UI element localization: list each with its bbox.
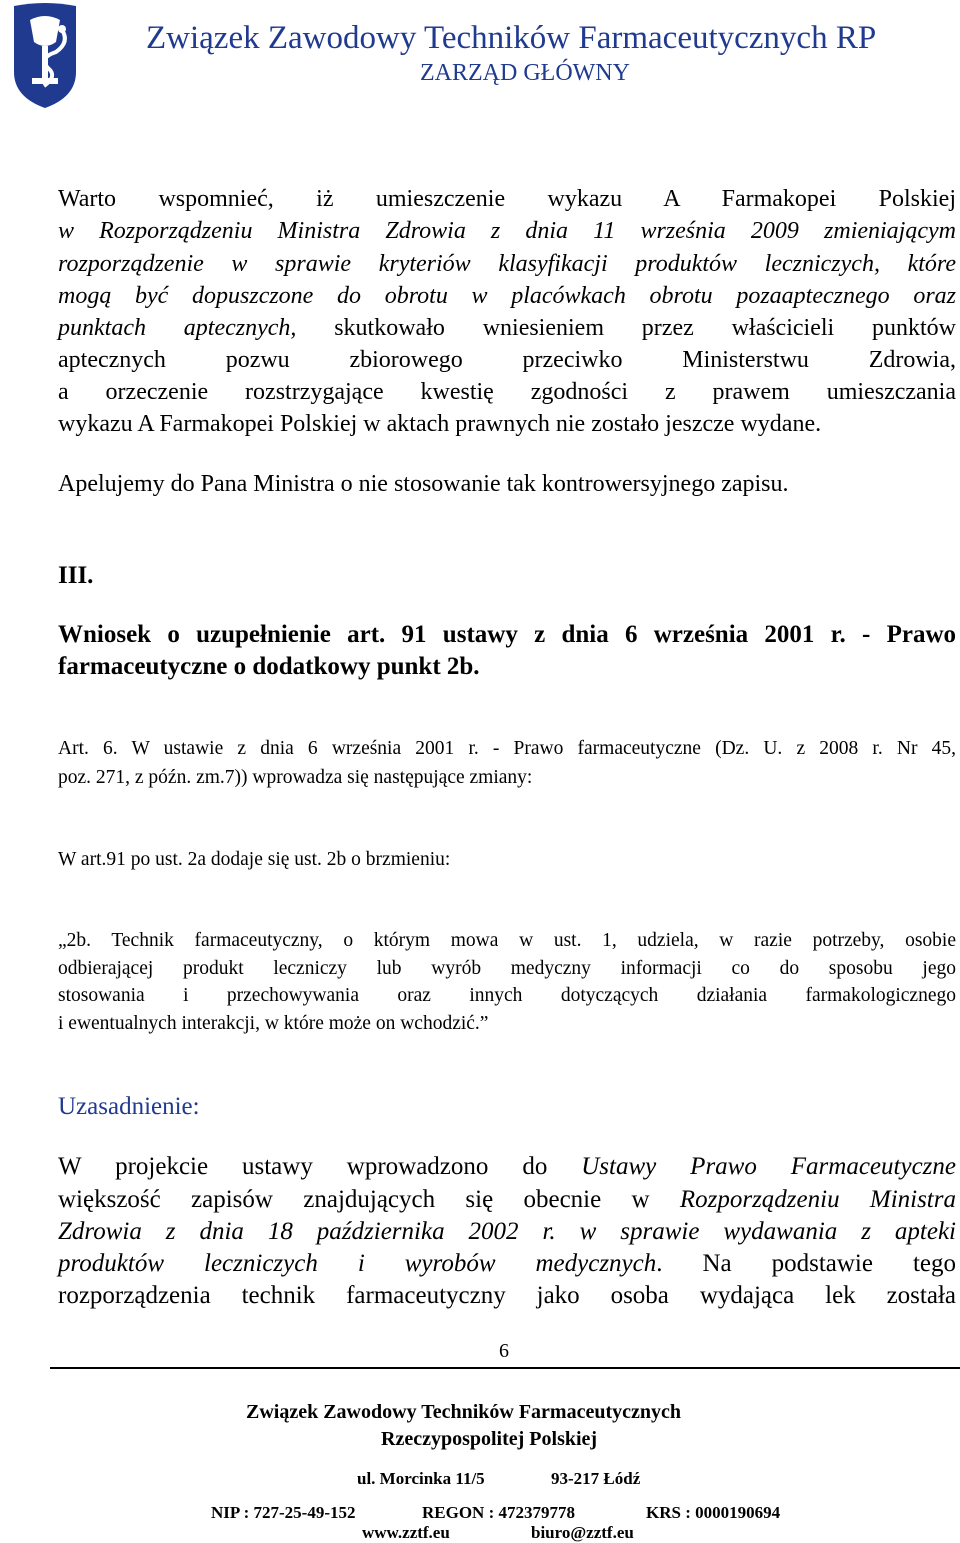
justification-line: Zdrowia z dnia 18 października 2002 r. w sprawie wydawania z apteki — [58, 1218, 956, 1245]
justification-line: większość zapisów znajdujących się obecnie w Rozporządzeniu Ministra — [58, 1186, 956, 1213]
footer-krs: KRS : 0000190694 — [646, 1503, 781, 1522]
text-line: rozporządzenie w sprawie kryteriów klasyfikacji produktów leczniczych, które — [58, 251, 956, 277]
article-line: Art. 6. W ustawie z dnia 6 września 2001 r. - Prawo farmaceutyczne (Dz. U. z 2008 r. Nr 45, — [58, 738, 956, 759]
section-heading-line: farmaceutyczne o dodatkowy punkt 2b. — [58, 653, 480, 680]
quote-line: odbierającej produkt leczniczy lub wyrób medyczny informacji co do sposobu jego — [58, 958, 956, 979]
footer-website-link[interactable]: www.zztf.eu — [362, 1523, 450, 1542]
section-heading-line: Wniosek o uzupełnienie art. 91 ustawy z dnia 6 września 2001 r. - Prawo — [58, 621, 956, 648]
footer-nip: NIP : 727-25-49-152 — [211, 1503, 356, 1522]
text-line: punktach aptecznych, skutkowało wniesieniem przez właścicieli punktów — [58, 315, 956, 341]
section-number: III. — [58, 562, 94, 589]
paragraph-appeal: Apelujemy do Pana Ministra o nie stosowanie tak kontrowersyjnego zapisu. — [58, 471, 789, 497]
footer-org-name: Związek Zawodowy Techników Farmaceutycznych — [246, 1401, 681, 1423]
quote-line: stosowania i przechowywania oraz innych dotyczących działania farmakologicznego — [58, 985, 956, 1006]
text-line: a orzeczenie rozstrzygające kwestię zgodności z prawem umieszczania — [58, 379, 956, 405]
page-number: 6 — [499, 1340, 509, 1362]
article-line: W art.91 po ust. 2a dodaje się ust. 2b o brzmieniu: — [58, 849, 451, 870]
justification-line: produktów leczniczych i wyrobów medycznych. Na podstawie tego — [58, 1250, 956, 1277]
header-title: Związek Zawodowy Techników Farmaceutycznych RP — [146, 20, 877, 56]
quote-line: i ewentualnych interakcji, w które może on wchodzić.” — [58, 1013, 489, 1034]
justification-heading: Uzasadnienie: — [58, 1093, 200, 1120]
justification-line: rozporządzenia technik farmaceutyczny jako osoba wydająca lek została — [58, 1282, 956, 1309]
article-line: poz. 271, z późn. zm.7)) wprowadza się następujące zmiany: — [58, 767, 533, 788]
footer-regon: REGON : 472379778 — [422, 1503, 575, 1522]
header-subtitle: ZARZĄD GŁÓWNY — [420, 60, 630, 86]
text-line: Warto wspomnieć, iż umieszczenie wykazu A Farmakopei Polskiej — [58, 186, 956, 212]
text-line: wykazu A Farmakopei Polskiej w aktach prawnych nie zostało jeszcze wydane. — [58, 411, 822, 437]
text-line: w Rozporządzeniu Ministra Zdrowia z dnia 11 września 2009 zmieniającym — [58, 218, 956, 244]
quote-line: „2b. Technik farmaceutyczny, o którym mowa w ust. 1, udziela, w razie potrzeby, osobie — [58, 930, 956, 951]
footer-city: 93-217 Łódź — [551, 1469, 641, 1488]
justification-line: W projekcie ustawy wprowadzono do Ustawy Prawo Farmaceutyczne — [58, 1153, 956, 1180]
pharmacy-serpent-cup-logo-icon — [4, 2, 86, 110]
footer-street: ul. Morcinka 11/5 — [357, 1469, 485, 1488]
footer-org-name-2: Rzeczypospolitej Polskiej — [381, 1428, 598, 1450]
text-line: mogą być dopuszczone do obrotu w placówkach obrotu pozaaptecznego oraz — [58, 283, 956, 309]
footer-email-link[interactable]: biuro@zztf.eu — [531, 1523, 634, 1542]
text-line: aptecznych pozwu zbiorowego przeciwko Ministerstwu Zdrowia, — [58, 347, 956, 373]
footer-divider — [50, 1367, 960, 1369]
